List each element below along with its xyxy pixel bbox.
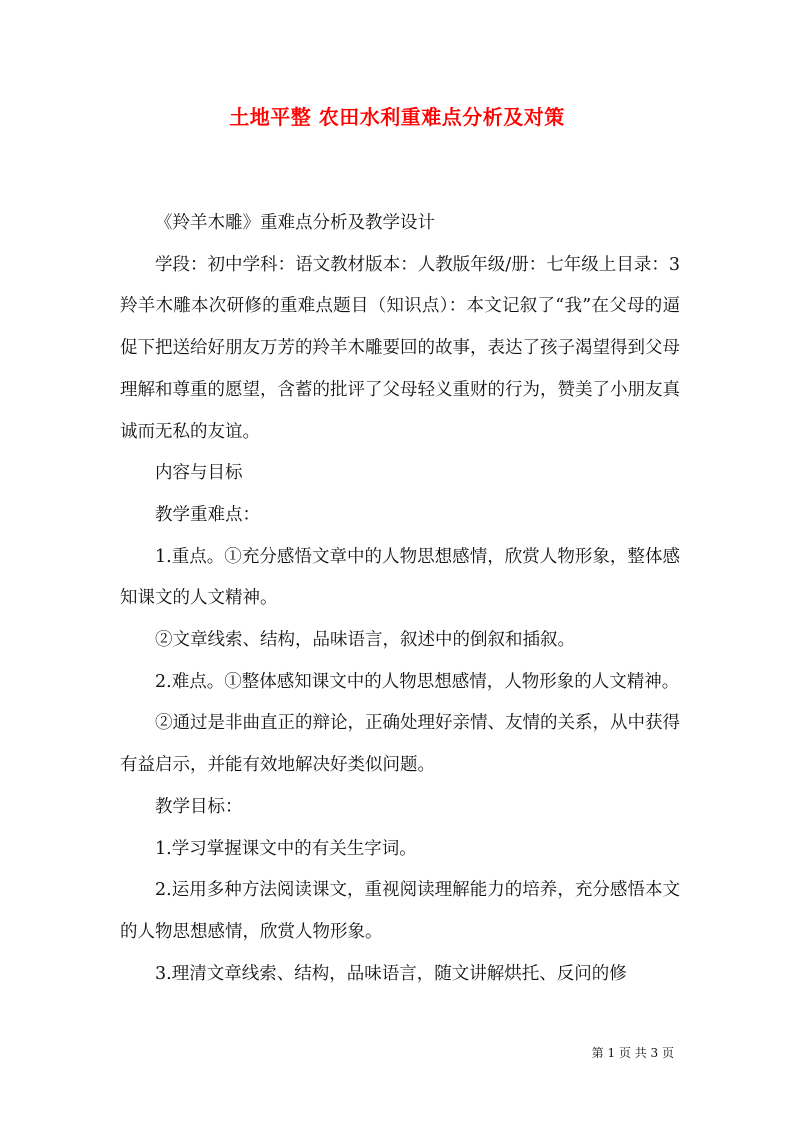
paragraph-content-goals-heading: 内容与目标 xyxy=(155,463,243,484)
document-body xyxy=(120,203,680,995)
page-footer: 第 1 页 共 3 页 xyxy=(591,1046,674,1060)
paragraph-goal-2: 2.运用多种方法阅读课文，重视阅读理解能力的培养，充分感悟本文的人物思想感情，欣赏人物形象。 xyxy=(120,880,680,942)
paragraph-difficulty-2b: ②通过是非曲直正的辩论，正确处理好亲情、友情的关系，从中获得有益启示，并能有效地解决好类似问题。 xyxy=(120,713,680,776)
paragraph-key-point-1: 1.重点。①充分感悟文章中的人物思想感情，欣赏人物形象，整体感知课文的人文精神。 xyxy=(120,546,680,609)
paragraph-course-info: 学段：初中学科：语文教材版本：人教版年级/册：七年级上目录：3羚羊木雕本次研修的重难点题目（知识点）：本文记叙了“我”在父母的逼促下把送给好朋友万芳的羚羊木雕要回的故事，表达了孩子渴望得到父母理解和尊重的愿望，含蓄的批评了父母轻义重财的行为，赞美了小朋友真诚而无私的友谊。 xyxy=(120,254,680,442)
paragraph-difficulty-2: 2.难点。①整体感知课文中的人物思想感情，人物形象的人文精神。 xyxy=(155,671,680,692)
paragraph-lesson-heading: 《羚羊木雕》重难点分析及教学设计 xyxy=(155,213,435,233)
paragraph-goal-1: 1.学习掌握课文中的有关生字词。 xyxy=(155,838,417,859)
document-title: 土地平整 农田水利重难点分析及对策 xyxy=(229,105,565,129)
paragraph-key-points-heading: 教学重难点： xyxy=(155,504,260,525)
paragraph-teaching-goals-heading: 教学目标： xyxy=(155,796,243,817)
paragraph-key-point-1b: ②文章线索、结构，品味语言，叙述中的倒叙和插叙。 xyxy=(155,630,575,651)
paragraph-goal-3: 3.理清文章线索、结构，品味语言，随文讲解烘托、反问的修 xyxy=(155,963,627,984)
